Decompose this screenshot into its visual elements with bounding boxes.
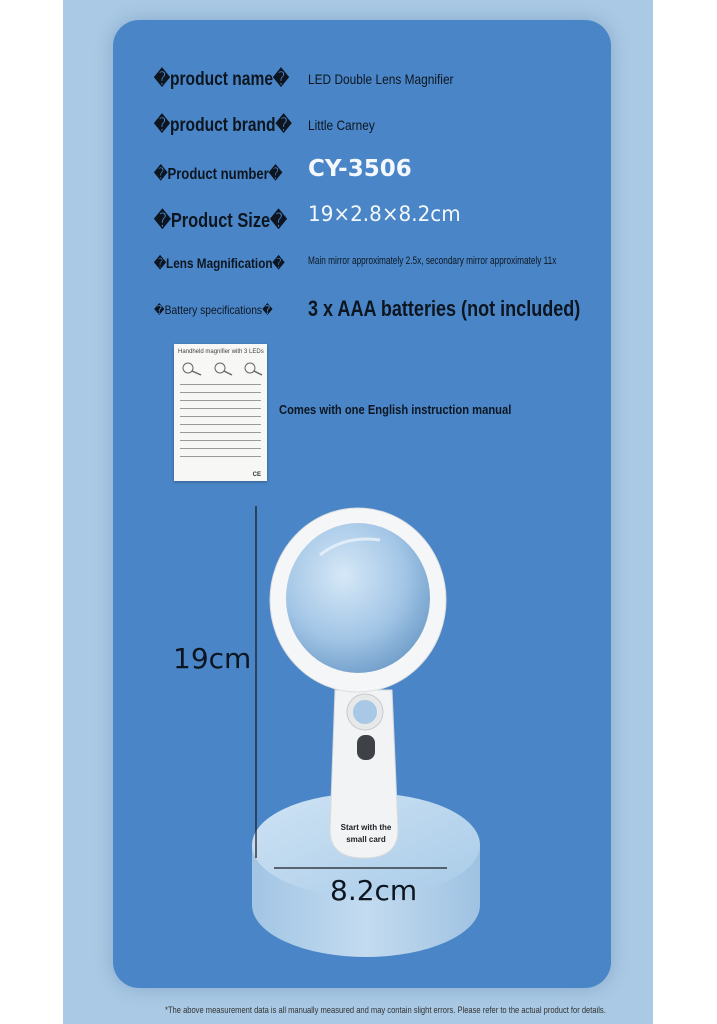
- spec-value-product-name: LED Double Lens Magnifier: [308, 71, 454, 87]
- manual-title: Handheld magnifier with 3 LEDs: [178, 349, 264, 355]
- ce-mark: CE: [252, 472, 261, 478]
- manual-caption: Comes with one English instruction manual: [279, 402, 512, 417]
- handle-label: [336, 822, 396, 846]
- spec-value-product-brand: Little Carney: [308, 117, 375, 133]
- spec-label-product-number: �Product number�: [154, 166, 283, 183]
- spec-label-product-size: �Product Size�: [154, 210, 287, 232]
- spec-label-lens-magnification: �Lens Magnification�: [154, 255, 285, 271]
- spec-label-battery: �Battery specifications�: [154, 303, 273, 317]
- spec-value-battery: 3 x AAA batteries (not included): [308, 296, 581, 321]
- width-dimension-label: 8.2cm: [330, 874, 418, 907]
- spec-value-lens-magnification: Main mirror approximately 2.5x, secondary mirror approximately 11x: [308, 255, 557, 267]
- height-dimension-label: 19cm: [173, 642, 252, 675]
- spec-value-product-number: CY-3506: [308, 156, 412, 182]
- handle-label-line1: Start with the: [340, 823, 392, 832]
- spec-label-product-name: �product name�: [154, 69, 289, 90]
- handle-label-line2: small card: [346, 835, 386, 844]
- measurement-footnote: *The above measurement data is all manually measured and may contain slight errors. Please refer to the actual product for details.: [165, 1005, 606, 1015]
- spec-value-product-size: 19×2.8×8.2cm: [308, 202, 461, 226]
- power-button-icon: [357, 735, 375, 760]
- spec-label-product-brand: �product brand�: [154, 115, 292, 136]
